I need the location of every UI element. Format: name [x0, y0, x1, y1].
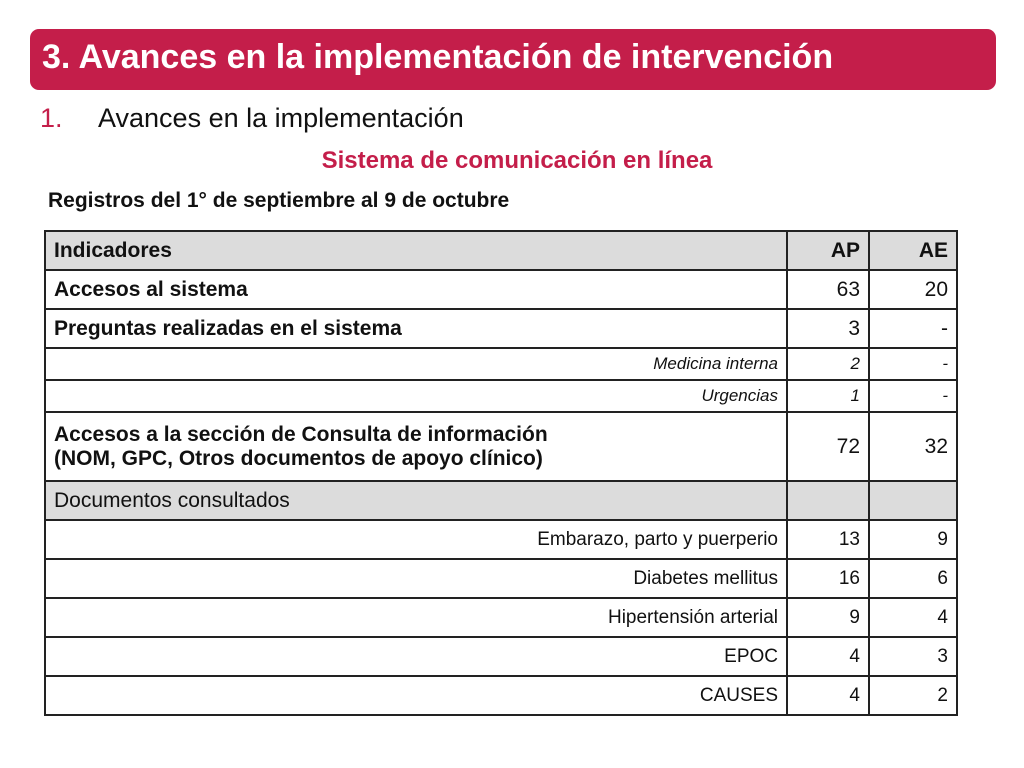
row-ae: 6	[869, 559, 957, 598]
row-label: Embarazo, parto y puerperio	[45, 520, 787, 559]
row-ae: 32	[869, 412, 957, 481]
row-ae	[869, 481, 957, 520]
row-ae: 3	[869, 637, 957, 676]
header-indicadores: Indicadores	[45, 231, 787, 270]
header-ae: AE	[869, 231, 957, 270]
row-ap: 4	[787, 637, 869, 676]
row-ae: -	[869, 348, 957, 380]
row-ap: 72	[787, 412, 869, 481]
table-row	[45, 637, 957, 676]
title-bar	[30, 29, 996, 90]
section-title: Sistema de comunicación en línea	[321, 147, 713, 174]
indicators-table	[44, 230, 958, 716]
table-row	[45, 598, 957, 637]
table-row	[45, 380, 957, 412]
row-ap: 1	[787, 380, 869, 412]
row-ap: 4	[787, 676, 869, 715]
table-row	[45, 559, 957, 598]
row-ap: 16	[787, 559, 869, 598]
subtitle	[40, 103, 464, 134]
row-label: CAUSES	[45, 676, 787, 715]
row-ap: 13	[787, 520, 869, 559]
row-label: Urgencias	[45, 380, 787, 412]
row-label-line1: Accesos a la sección de Consulta de información	[54, 422, 548, 446]
row-ae: 4	[869, 598, 957, 637]
slide-title: 3. Avances en la implementación de intervención	[42, 38, 834, 76]
row-label: Documentos consultados	[45, 481, 787, 520]
row-ae: 20	[869, 270, 957, 309]
row-label: Diabetes mellitus	[45, 559, 787, 598]
row-ae: -	[869, 309, 957, 348]
table-row	[45, 412, 957, 481]
row-label: Preguntas realizadas en el sistema	[45, 309, 787, 348]
table-row	[45, 270, 957, 309]
row-ap: 3	[787, 309, 869, 348]
row-label-line2: (NOM, GPC, Otros documentos de apoyo clínico)	[54, 446, 543, 470]
table-group-row	[45, 481, 957, 520]
row-ap: 2	[787, 348, 869, 380]
table-row	[45, 520, 957, 559]
subtitle-text: Avances en la implementación	[98, 103, 464, 133]
table-row	[45, 676, 957, 715]
row-ae: 2	[869, 676, 957, 715]
row-ap	[787, 481, 869, 520]
row-ae: 9	[869, 520, 957, 559]
table-row	[45, 348, 957, 380]
subtitle-number: 1.	[40, 103, 63, 133]
date-range-label: Registros del 1° de septiembre al 9 de octubre	[48, 189, 510, 212]
table-header-row	[45, 231, 957, 270]
row-label: EPOC	[45, 637, 787, 676]
row-label: Accesos al sistema	[45, 270, 787, 309]
row-label	[45, 412, 787, 481]
row-ae: -	[869, 380, 957, 412]
row-ap: 63	[787, 270, 869, 309]
table-row	[45, 309, 957, 348]
row-label: Medicina interna	[45, 348, 787, 380]
row-label: Hipertensión arterial	[45, 598, 787, 637]
header-ap: AP	[787, 231, 869, 270]
row-ap: 9	[787, 598, 869, 637]
